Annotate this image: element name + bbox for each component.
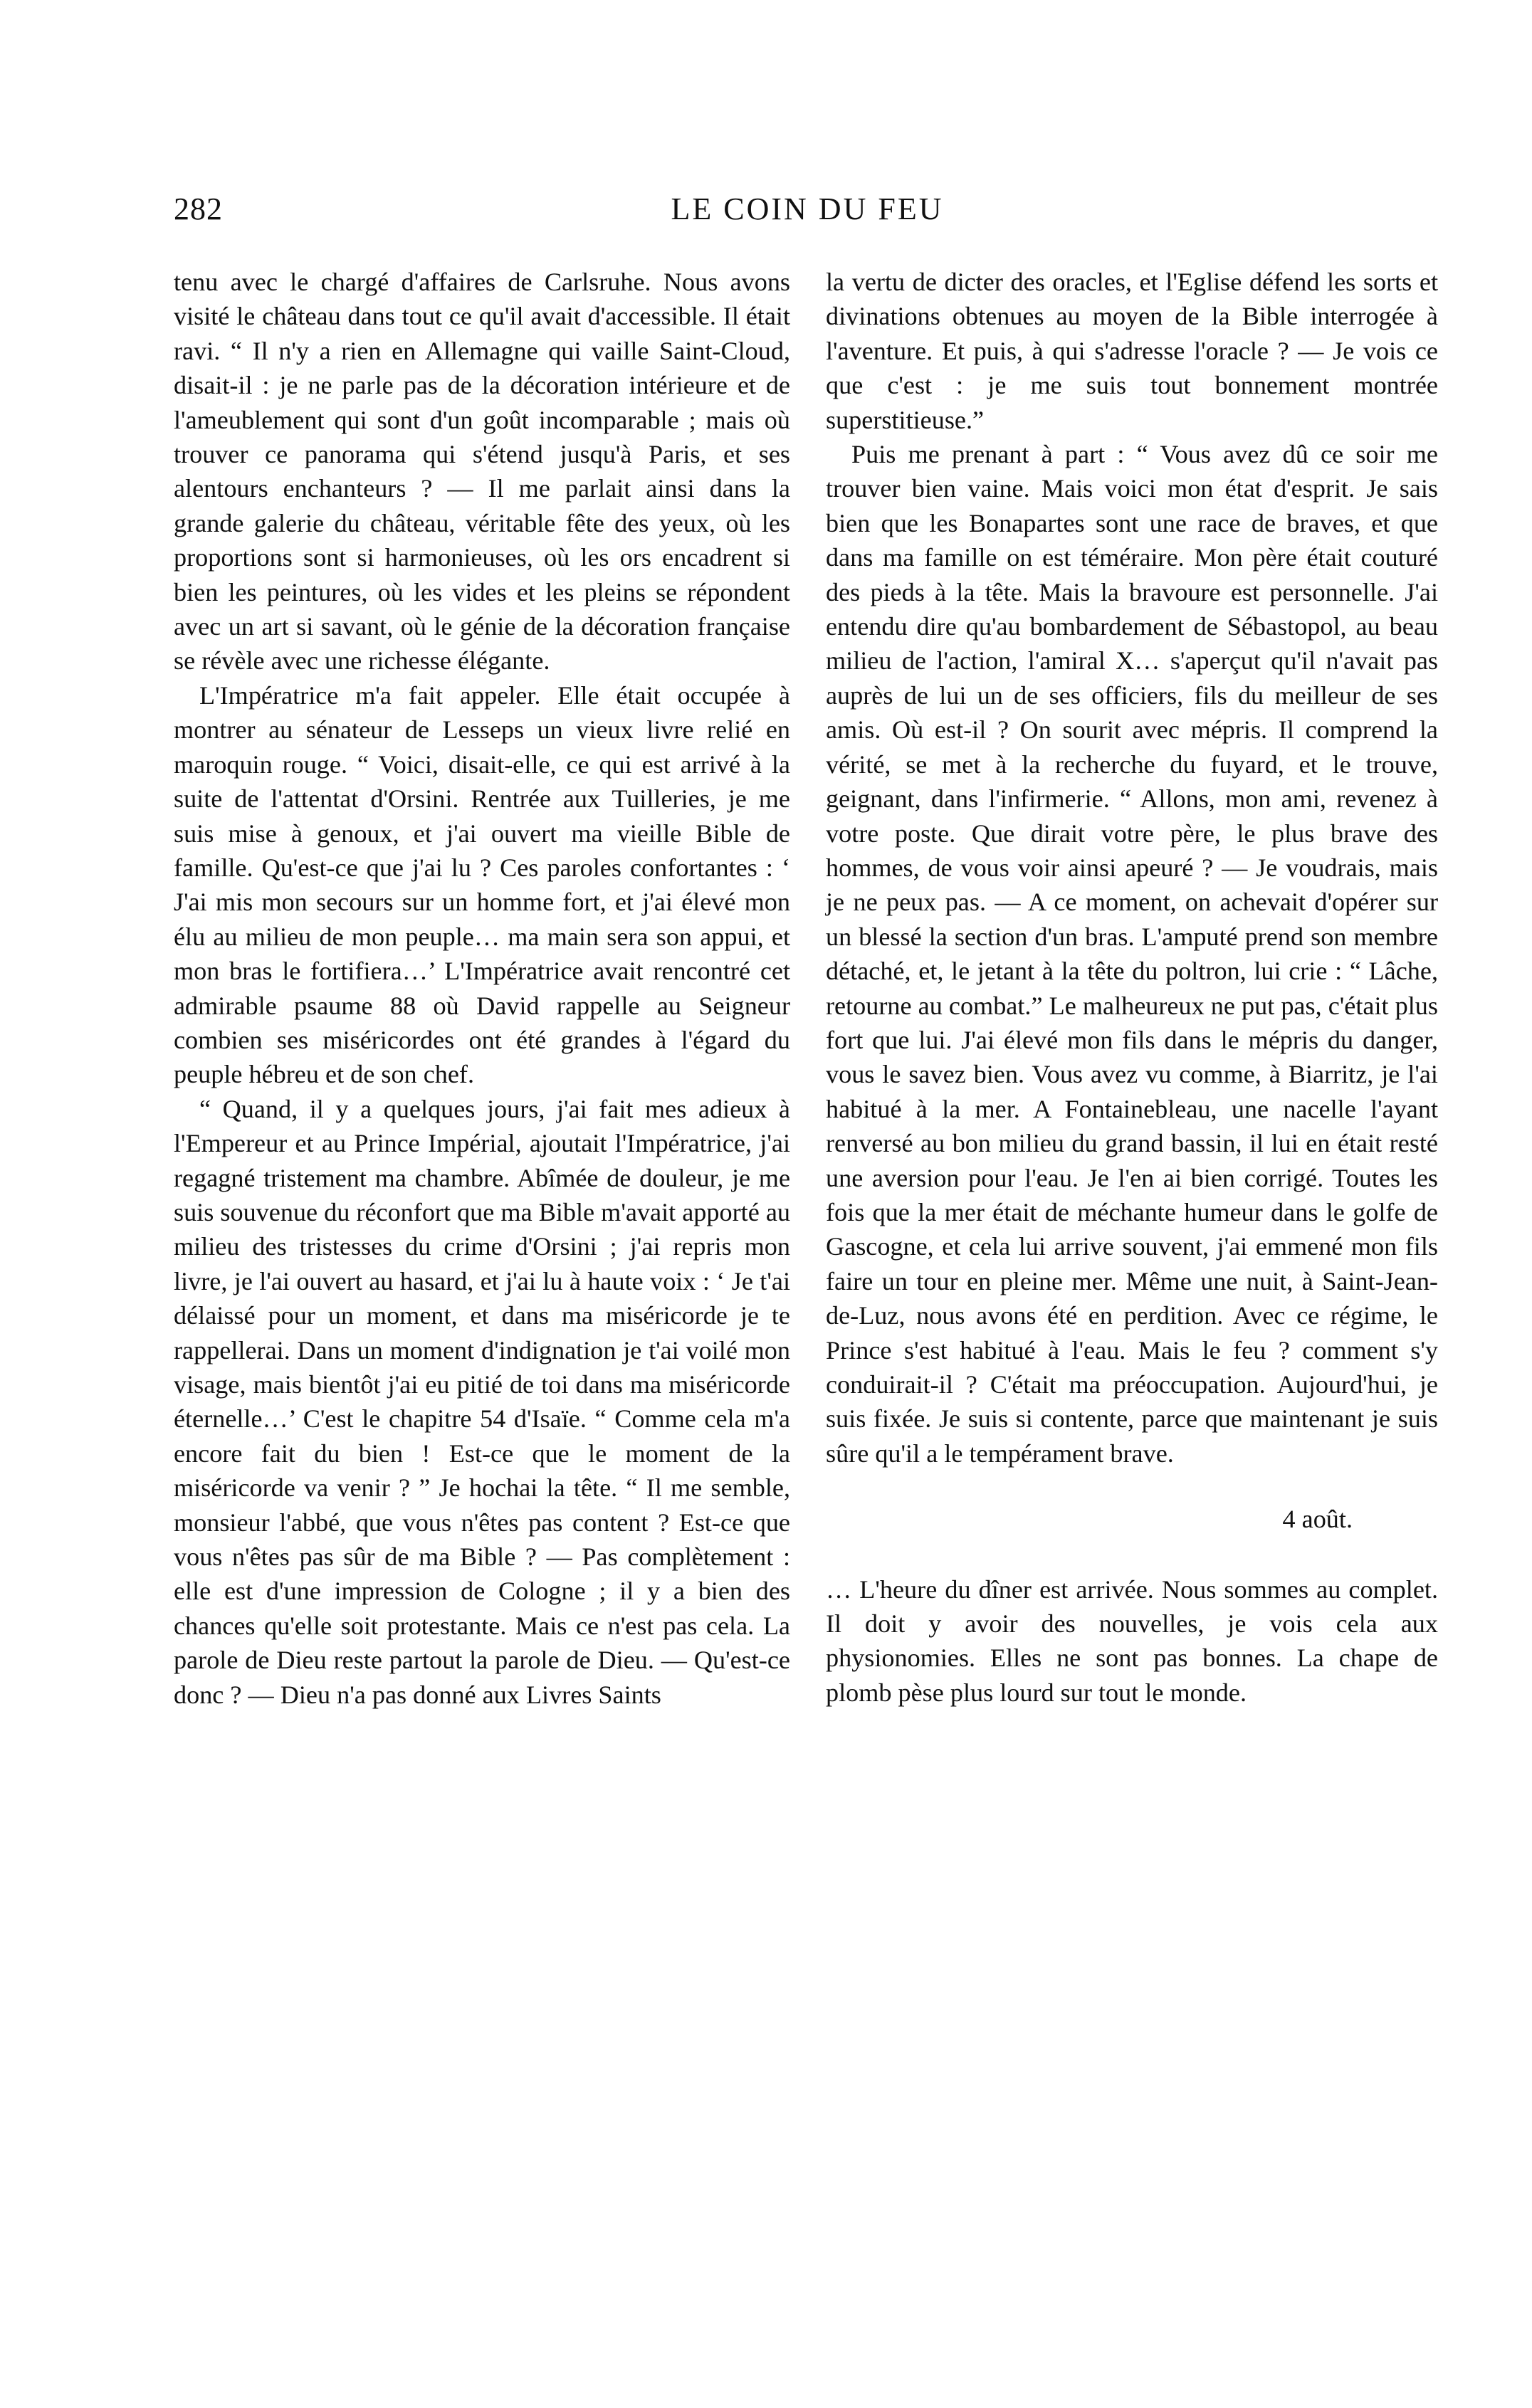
paragraph: L'Impératrice m'a fait appeler. Elle était occupée à montrer au sénateur de Lesseps un vieux livre relié en maroquin rouge. “ Voici, disait-elle, ce qui est arrivé à la suite de l'attentat d'Orsini. Rentrée aux Tuilleries, je me suis mise à genoux, et j'ai ouvert ma vieille Bible de famille. Qu'est-ce que j'ai lu ? Ces paroles confortantes : ‘ J'ai mis mon secours sur un homme fort, et j'ai élevé mon élu au milieu de mon peuple… ma main sera son appui, et mon bras le fortifiera…’ L'Impératrice avait rencontré cet admirable psaume 88 où David rappelle au Seigneur combien ses miséricordes ont été grandes à l'égard du peuple hébreu et de son chef. [174, 680, 790, 1089]
page-number: 282 [174, 191, 223, 226]
paragraph: “ Quand, il y a quelques jours, j'ai fait mes adieux à l'Empereur et au Prince Impérial, ajoutait l'Impératrice, j'ai regagné tristement ma chambre. Abîmée de douleur, je me suis souvenue du réconfort que ma Bible m'avait apporté au milieu des tristesses du crime d'Orsini ; j'ai repris mon livre, je l'ai ouvert au hasard, et j'ai lu à haute voix : ‘ Je t'ai délaissé pour un moment, et dans ma miséricorde je te rappellerai. Dans un moment d'indignation je t'ai voilé mon visage, mais bientôt j'ai eu pitié de toi dans ma miséricorde éternelle…’ C'est le chapitre 54 d'Isaïe. “ Comme cela m'a encore fait du bien ! Est-ce que le moment de la miséricorde va venir ? ” Je hochai la tête. “ Il me semble, monsieur l'abbé, que vous n'êtes pas content ? Est-ce que vous n'êtes pas sûr de ma Bible ? — Pas complètement : elle est d'une impression de Cologne ; il y a bien des chances qu'elle soit protestante. Mais ce n'est pas cela. La parole de Dieu reste partout la parole de Dieu. — Qu'est-ce donc ? — Dieu n'a pas donné aux Livres Saints [174, 1094, 790, 1709]
left-text-column [174, 265, 790, 1712]
dateline: 4 août. [1282, 1505, 1353, 1534]
page-header [174, 191, 1441, 241]
paragraph: tenu avec le chargé d'affaires de Carlsruhe. Nous avons visité le château dans tout ce qu'il avait d'accessible. Il était ravi. “ Il n'y a rien en Allemagne qui vaille Saint-Cloud, disait-il : je ne parle pas de la décoration intérieure et de l'ameublement qui sont d'un goût incomparable ; mais où trouver ce panorama qui s'étend jusqu'à Paris, et ses alentours enchanteurs ? — Il me parlait ainsi dans la grande galerie du château, véritable fête des yeux, où les proportions sont si harmonieuses, où les ors encadrent si bien les peintures, où les vides et les pleins se répondent avec un art si savant, où le génie de la décoration française se révèle avec une richesse élégante. [174, 268, 790, 675]
right-text-column [826, 265, 1438, 1710]
paragraph: la vertu de dicter des oracles, et l'Eglise défend les sorts et divinations obtenues au moyen de la Bible interrogée à l'aventure. Et puis, à qui s'adresse l'oracle ? — Je vois ce que c'est : je me suis tout bonnement montrée superstitieuse.” [826, 268, 1438, 434]
closing-paragraph: … L'heure du dîner est arrivée. Nous sommes au complet. Il doit y avoir des nouvelles, je vois cela aux physionomies. Elles ne sont pas bonnes. La chape de plomb pèse plus lourd sur tout le monde. [826, 1574, 1438, 1707]
running-title: LE COIN DU FEU [671, 191, 944, 226]
paragraph: Puis me prenant à part : “ Vous avez dû ce soir me trouver bien vaine. Mais voici mon état d'esprit. Je sais bien que les Bonapartes sont une race de braves, et que dans ma famille on est téméraire. Mon père était couturé des pieds à la tête. Mais la bravoure est personnelle. J'ai entendu dire qu'au bombardement de Sébastopol, au beau milieu de l'action, l'amiral X… s'aperçut qu'il n'avait pas auprès de lui un de ses officiers, fils du meilleur de ses amis. Où est-il ? On sourit avec mépris. Il comprend la vérité, se met à la recherche du fuyard, et le trouve, geignant, dans l'infirmerie. “ Allons, mon ami, revenez à votre poste. Que dirait votre père, le plus brave des hommes, de vous voir ainsi apeuré ? — Je voudrais, mais je ne peux pas. — A ce moment, on achevait d'opérer sur un blessé la section d'un bras. L'amputé prend son membre détaché, et, le jetant à la tête du poltron, lui crie : “ Lâche, retourne au combat.” Le malheureux ne put pas, c'était plus fort que lui. J'ai élevé mon fils dans le mépris du danger, vous le savez bien. Vous avez vu comme, à Biarritz, je l'ai habitué à la mer. A Fontainebleau, une nacelle l'ayant renversé au bon milieu du grand bassin, il lui en était resté une aversion pour l'eau. Je l'en ai bien corrigé. Toutes les fois que la mer était de méchante humeur dans le golfe de Gascogne, et cela lui arrive souvent, j'ai emmené mon fils faire un tour en pleine mer. Même une nuit, à Saint-Jean-de-Luz, nous avons été en perdition. Avec ce régime, le Prince s'est habitué à l'eau. Mais le feu ? comment s'y conduirait-il ? C'était ma préoccupation. Aujourd'hui, je suis fixée. Je suis si contente, parce que maintenant je suis sûre qu'il a le tempérament brave. [826, 440, 1438, 1468]
